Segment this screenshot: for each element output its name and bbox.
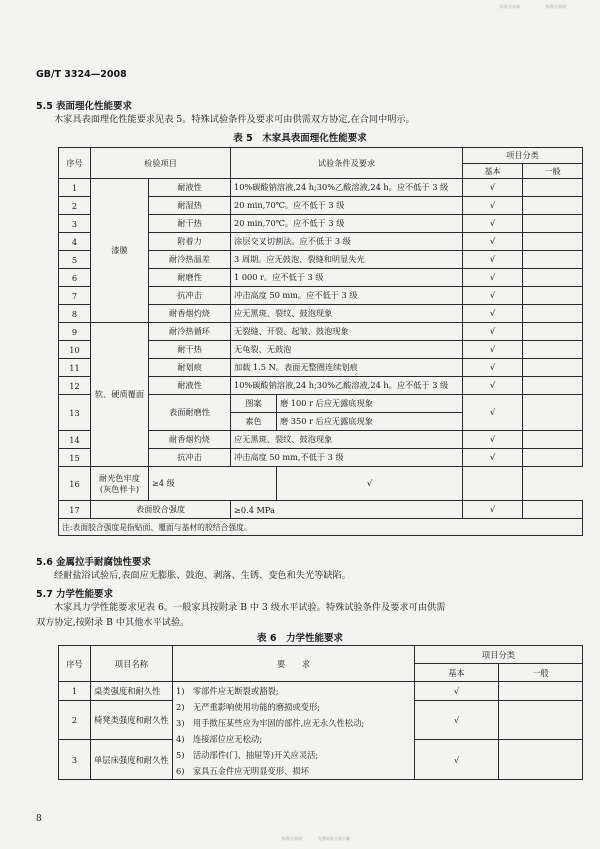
- header-item-name: 项目名称: [91, 646, 173, 682]
- group-label-film: 漆膜: [91, 179, 149, 323]
- basic-check: √: [463, 501, 523, 519]
- row-number: 14: [59, 431, 91, 449]
- row-number: 2: [59, 700, 91, 740]
- item-name-line1: 耐光色牢度: [99, 472, 140, 483]
- row-number: 11: [59, 359, 91, 377]
- item-name: 附着力: [149, 233, 231, 251]
- group-label-overlay: 软、硬质覆面: [91, 323, 149, 467]
- basic-check: √: [463, 341, 523, 359]
- table-5-caption: 表 5 木家具表面理化性能要求: [233, 133, 367, 144]
- item-condition: 冲击高度 50 mm。应不低于 3 级: [231, 287, 463, 305]
- row-number: 5: [59, 251, 91, 269]
- basic-check: √: [277, 467, 463, 501]
- section-number: 5.5: [36, 101, 53, 112]
- row-number: 3: [59, 740, 91, 780]
- row-number: 1: [59, 682, 91, 701]
- basic-check: √: [463, 197, 523, 215]
- section-title: 表面理化性能要求: [56, 101, 133, 112]
- general-cell: [499, 700, 583, 740]
- general-cell: [523, 359, 583, 377]
- general-cell: [523, 449, 583, 467]
- basic-check: √: [463, 359, 523, 377]
- table-6-caption: 表 6 力学性能要求: [257, 633, 343, 644]
- section-5-6-text: 经耐盐浴试验后,表面应无膨胀、鼓泡、剥落、生锈、变色和失光等缺陷。: [54, 570, 351, 581]
- section-5-7-text-line1: 木家具力学性能要求见表 6。一般家具按附录 B 中 3 级水平试验。特殊试验条件及要求可由供需: [54, 602, 446, 613]
- basic-check: √: [463, 377, 523, 395]
- item-condition: 20 min,70℃。应不低于 3 级: [231, 197, 463, 215]
- general-cell: [523, 179, 583, 197]
- item-name: 耐磨性: [149, 269, 231, 287]
- general-cell: [523, 305, 583, 323]
- row-number: 17: [59, 501, 91, 519]
- requirement-item: 5) 活动部件(门、抽屉等)开关应灵活;: [176, 750, 319, 760]
- item-name: 耐划痕: [149, 359, 231, 377]
- item-condition: 磨 350 r 后应无露底现象: [277, 413, 463, 431]
- item-name: 抗冲击: [149, 287, 231, 305]
- header-requirement: 要 求: [173, 646, 415, 682]
- general-cell: [523, 287, 583, 305]
- item-name: 表面耐磨性: [149, 395, 231, 431]
- sub-item-plain: 素色: [231, 413, 277, 431]
- basic-check: √: [463, 179, 523, 197]
- item-name: 耐干热: [149, 341, 231, 359]
- item-condition: ≥4 级: [149, 467, 277, 501]
- basic-check: √: [463, 431, 523, 449]
- item-name: 耐干热: [149, 215, 231, 233]
- header-general: 一般: [499, 664, 583, 682]
- table-row: [59, 323, 583, 341]
- table-row: [59, 501, 583, 519]
- header-seq: 序号: [59, 646, 91, 682]
- item-condition: 磨 100 r 后应无露底现象: [277, 395, 463, 413]
- row-number: 7: [59, 287, 91, 305]
- basic-check: √: [415, 700, 499, 740]
- watermark-bottom-1: 标准分享网: [282, 836, 302, 841]
- item-condition: 加载 1.5 N。表面无整圈连续划痕: [231, 359, 463, 377]
- item-name: 耐液性: [149, 377, 231, 395]
- row-number: 9: [59, 323, 91, 341]
- section-title: 金属拉手耐腐蚀性要求: [56, 557, 152, 568]
- basic-check: √: [463, 449, 523, 467]
- header-item: 检验项目: [91, 148, 231, 179]
- item-name: 耐湿热: [149, 197, 231, 215]
- section-title: 力学性能要求: [56, 589, 114, 600]
- header-basic: 基本: [415, 664, 499, 682]
- general-cell: [523, 251, 583, 269]
- general-cell: [523, 431, 583, 449]
- item-name: 耐香烟灼烧: [149, 431, 231, 449]
- row-number: 6: [59, 269, 91, 287]
- section-5-6-heading: [36, 554, 151, 568]
- header-seq: 序号: [59, 148, 91, 179]
- standard-number: GB/T 3324—2008: [36, 69, 127, 80]
- item-name: 耐液性: [149, 179, 231, 197]
- header-classification: 项目分类: [415, 646, 583, 664]
- item-name: 表面胶合强度: [91, 501, 231, 519]
- item-condition: 1 000 r。应不低于 3 级: [231, 269, 463, 287]
- requirement-item: 2) 无严重影响使用功能的磨损或变形;: [176, 702, 321, 712]
- basic-check: √: [463, 269, 523, 287]
- item-condition: 10%碳酸钠溶液,24 h;30%乙酸溶液,24 h。应不低于 3 级: [231, 179, 463, 197]
- row-number: 16: [59, 467, 91, 501]
- general-cell: [523, 233, 583, 251]
- section-5-7-text-line2: 双方协定,按附录 B 中其他水平试验。: [36, 617, 190, 628]
- section-5-7-heading: [36, 586, 113, 600]
- watermark-top-2: 标准分享网: [546, 4, 566, 9]
- requirement-item: 6) 家具五金件应无明显变形、损坏: [176, 766, 309, 776]
- watermark-top-1: 标准分享网: [500, 4, 520, 9]
- item-condition: 10%碳酸钠溶液,24 h;30%乙酸溶液,24 h。应不低于 3 级: [231, 377, 463, 395]
- general-cell: [523, 197, 583, 215]
- basic-check: √: [463, 251, 523, 269]
- header-basic: 基本: [463, 164, 523, 179]
- row-number: 2: [59, 197, 91, 215]
- general-cell: [523, 501, 583, 519]
- item-condition: 无龟裂、无鼓泡: [231, 341, 463, 359]
- item-name: 单层床强度和耐久性: [91, 740, 173, 780]
- row-number: 13: [59, 395, 91, 431]
- row-number: 12: [59, 377, 91, 395]
- requirement-item: 4) 连接部位应无松动;: [176, 734, 262, 744]
- row-number: 3: [59, 215, 91, 233]
- page-number: 8: [36, 814, 42, 824]
- watermark-bottom-2: 免费标准分享下载: [318, 836, 350, 841]
- sub-item-pattern: 图案: [231, 395, 277, 413]
- item-name: 耐冷热循环: [149, 323, 231, 341]
- table-5-note: 注:表面胶合强度是指贴面、覆面与基材的胶结合强度。: [59, 519, 583, 536]
- header-general: 一般: [523, 164, 583, 179]
- item-condition: 3 周期。应无鼓泡、裂缝和明显失光: [231, 251, 463, 269]
- table-row: [59, 179, 583, 197]
- item-name: 桌类强度和耐久性: [91, 682, 173, 701]
- general-cell: [523, 395, 583, 431]
- header-condition: 试验条件及要求: [231, 148, 463, 179]
- item-condition: 冲击高度 50 mm,不低于 3 级: [231, 449, 463, 467]
- basic-check: √: [415, 740, 499, 780]
- section-5-5-text: 木家具表面理化性能要求见表 5。特殊试验条件及要求可由供需双方协定,在合同中明示。: [54, 114, 415, 125]
- item-name: 耐冷热温差: [149, 251, 231, 269]
- item-name-line2: (灰色样卡): [99, 483, 140, 494]
- item-condition: 应无黑斑、裂纹、鼓泡现象: [231, 431, 463, 449]
- basic-check: √: [463, 323, 523, 341]
- section-number: 5.7: [36, 589, 53, 600]
- general-cell: [463, 467, 523, 501]
- row-number: 10: [59, 341, 91, 359]
- requirement-item: 1) 零部件应无断裂或豁裂;: [176, 686, 279, 696]
- table-row: [59, 682, 583, 701]
- row-number: 1: [59, 179, 91, 197]
- header-classification: 项目分类: [463, 148, 583, 164]
- item-name: 椅凳类强度和耐久性: [91, 700, 173, 740]
- general-cell: [499, 682, 583, 701]
- item-condition: 涂层交叉切割法。应不低于 3 级: [231, 233, 463, 251]
- general-cell: [523, 215, 583, 233]
- table-row: [59, 467, 583, 501]
- table-5: [58, 147, 583, 536]
- item-condition: 无裂缝、开裂、起皱、鼓泡现象: [231, 323, 463, 341]
- item-condition: 应无黑斑、裂纹、鼓泡现象: [231, 305, 463, 323]
- basic-check: √: [463, 305, 523, 323]
- general-cell: [523, 341, 583, 359]
- general-cell: [523, 377, 583, 395]
- row-number: 4: [59, 233, 91, 251]
- item-name: 抗冲击: [149, 449, 231, 467]
- item-condition: 20 min,70℃。应不低于 3 级: [231, 215, 463, 233]
- item-name: 耐香烟灼烧: [149, 305, 231, 323]
- requirement-item: 3) 用手揿压某些应为牢固的部件,应无永久性松动;: [176, 718, 365, 728]
- row-number: 15: [59, 449, 91, 467]
- basic-check: √: [463, 287, 523, 305]
- table-6: [58, 645, 583, 780]
- basic-check: √: [463, 395, 523, 431]
- general-cell: [523, 323, 583, 341]
- section-number: 5.6: [36, 557, 53, 568]
- general-cell: [499, 740, 583, 780]
- item-name: [91, 467, 149, 501]
- basic-check: √: [463, 233, 523, 251]
- section-5-5-heading: [36, 98, 132, 112]
- item-condition: ≥0.4 MPa: [231, 501, 463, 519]
- basic-check: √: [415, 682, 499, 701]
- requirements-list: [173, 682, 415, 780]
- general-cell: [523, 269, 583, 287]
- basic-check: √: [463, 215, 523, 233]
- row-number: 8: [59, 305, 91, 323]
